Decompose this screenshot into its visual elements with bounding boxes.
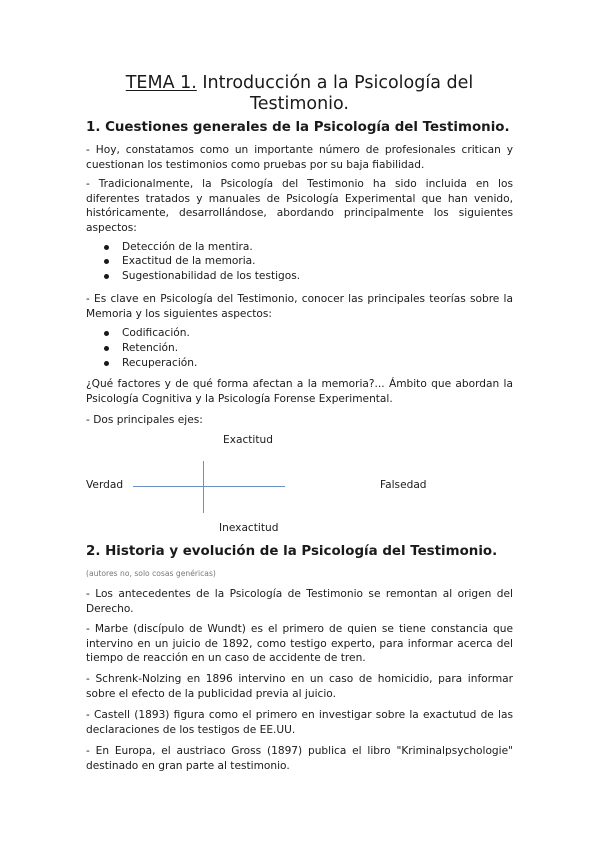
list-item: Recuperación. bbox=[122, 357, 198, 369]
list-item: Exactitud de la memoria. bbox=[122, 255, 256, 267]
section2-paragraph-2: - Marbe (discípulo de Wundt) es el primero de quien se tiene constancia que intervino en un juicio de 1892, como testigo experto, para informar acerca del tiempo de reacción en un caso de accidente de tren. bbox=[86, 623, 513, 664]
bullet-dot bbox=[104, 331, 109, 336]
section2-heading: 2. Historia y evolución de la Psicología del Testimonio. bbox=[86, 544, 498, 559]
section2-paragraph-1: - Los antecedentes de la Psicología de Testimonio se remontan al origen del Derecho. bbox=[86, 588, 513, 615]
title-tema: TEMA 1. bbox=[125, 73, 197, 93]
axis-label-left: Verdad bbox=[86, 479, 124, 491]
document-title bbox=[0, 73, 599, 94]
section2-paragraph-3: - Schrenk-Nolzing en 1896 intervino en un caso de homicidio, para informar sobre el efecto de la publicidad previa al juicio. bbox=[86, 673, 513, 700]
axis-label-right: Falsedad bbox=[380, 479, 427, 491]
list-item: Detección de la mentira. bbox=[122, 241, 253, 253]
section1-paragraph-5: - Dos principales ejes: bbox=[86, 414, 203, 426]
list-item: Codificación. bbox=[122, 327, 190, 339]
section2-paragraph-4: - Castell (1893) figura como el primero en investigar sobre la exactutud de las declaraciones de los testigos de EE.UU. bbox=[86, 709, 513, 736]
list-item: Retención. bbox=[122, 342, 179, 354]
section2-paragraph-5: - En Europa, el austriaco Gross (1897) publica el libro "Kriminalpsychologie" destinado en gran parte al testimonio. bbox=[86, 745, 513, 772]
title-line1: Introducción a la Psicología del bbox=[202, 73, 474, 93]
section1-paragraph-4: ¿Qué factores y de qué forma afectan a la memoria?... Ámbito que abordan la Psicología Cognitiva y la Psicología Forense Experimental. bbox=[86, 378, 513, 405]
bullet-dot bbox=[104, 361, 109, 366]
bullet-dot bbox=[104, 245, 109, 250]
vertical-axis-line bbox=[203, 461, 204, 513]
list-item: Sugestionabilidad de los testigos. bbox=[122, 270, 301, 282]
section2-note: (autores no, solo cosas genéricas) bbox=[86, 569, 216, 578]
bullet-dot bbox=[104, 346, 109, 351]
section1-paragraph-2: - Tradicionalmente, la Psicología del Testimonio ha sido incluida en los diferentes tratados y manuales de Psicología Experimental que han venido, históricamente, desarrollándose, abordando principalmente los siguientes aspectos: bbox=[86, 178, 513, 234]
axis-label-top: Exactitud bbox=[223, 434, 273, 446]
section1-paragraph-1: - Hoy, constatamos como un importante número de profesionales critican y cuestionan los testimonios como pruebas por su baja fiabilidad. bbox=[86, 144, 513, 171]
horizontal-axis-line bbox=[133, 486, 285, 487]
bullet-dot bbox=[104, 259, 109, 264]
bullet-dot bbox=[104, 274, 109, 279]
section1-heading: 1. Cuestiones generales de la Psicología del Testimonio. bbox=[86, 120, 510, 135]
section1-paragraph-3: - Es clave en Psicología del Testimonio, conocer las principales teorías sobre la Memoria y los siguientes aspectos: bbox=[86, 293, 513, 320]
axis-label-bottom: Inexactitud bbox=[219, 522, 279, 534]
title-line2: Testimonio. bbox=[250, 94, 349, 114]
